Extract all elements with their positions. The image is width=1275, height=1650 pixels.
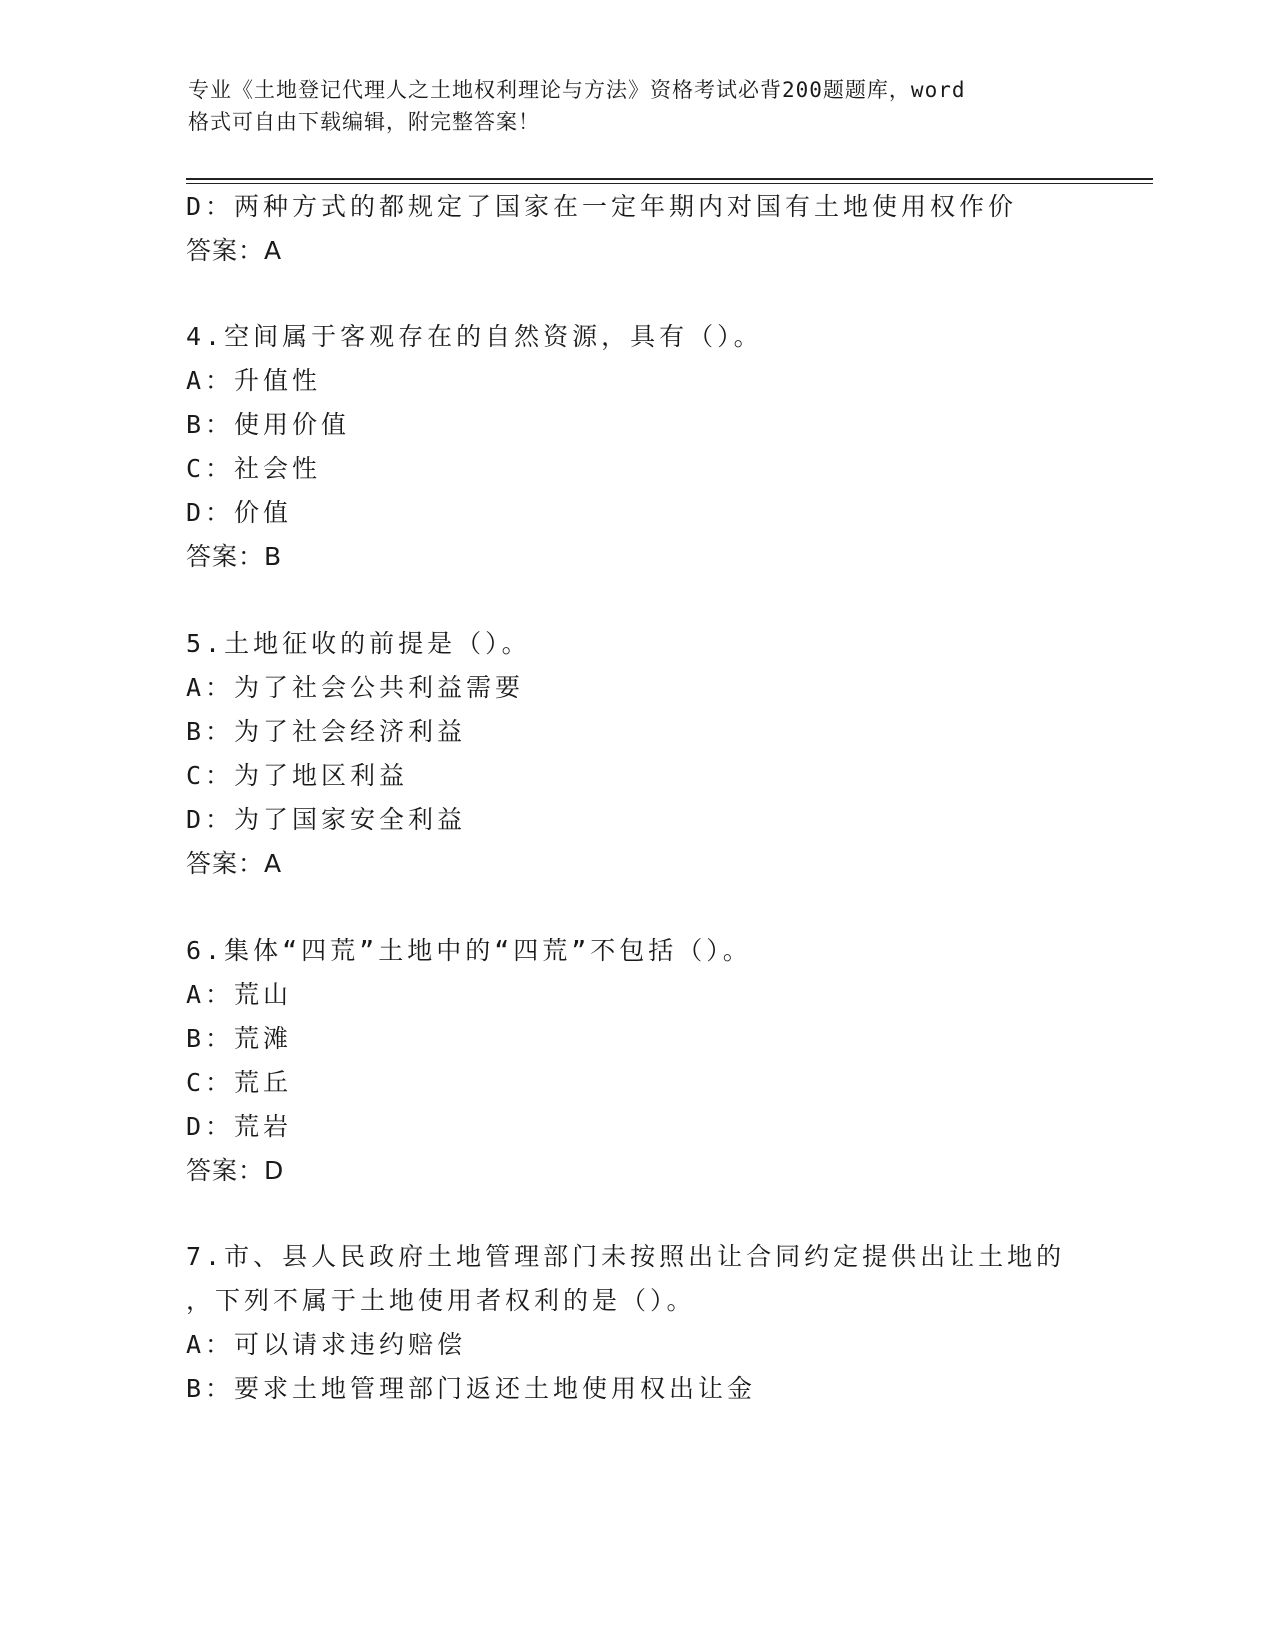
prev-option-d: D：两种方式的都规定了国家在一定年期内对国有土地使用权作价 [186,192,1018,221]
document-header [188,74,1088,138]
question-4-option-d: D：价值 [186,498,293,527]
question-4-stem: 4.空间属于客观存在的自然资源，具有（）。 [186,322,763,351]
question-6-option-c: C：荒丘 [186,1068,293,1097]
question-5-option-a: A：为了社会公共利益需要 [186,673,525,702]
prev-answer: 答案：A [186,236,283,265]
question-7-stem-line-1: 7.市、县人民政府土地管理部门未按照出让合同约定提供出让土地的 [186,1242,1066,1271]
question-7-stem-line-2: ，下列不属于土地使用者权利的是（）。 [186,1286,696,1315]
question-6-option-a: A：荒山 [186,980,293,1009]
header-title-line-2: 格式可自由下载编辑，附完整答案！ [188,110,540,134]
question-4-option-b: B：使用价值 [186,410,351,439]
header-title-line-1: 专业《土地登记代理人之土地权利理论与方法》资格考试必背200题题库，word [188,78,966,102]
question-5-option-c: C：为了地区利益 [186,761,409,790]
question-7-option-a: A：可以请求违约赔偿 [186,1330,467,1359]
question-6-option-d: D：荒岩 [186,1112,293,1141]
question-5-answer: 答案：A [186,849,283,878]
question-4-option-a: A：升值性 [186,366,322,395]
header-divider-thin [186,183,1153,184]
question-5-option-b: B：为了社会经济利益 [186,717,467,746]
question-5-option-d: D：为了国家安全利益 [186,805,467,834]
question-6-answer: 答案：D [186,1156,285,1185]
question-4-answer: 答案：B [186,542,283,571]
question-6-option-b: B：荒滩 [186,1024,293,1053]
question-7-option-b: B：要求土地管理部门返还土地使用权出让金 [186,1374,757,1403]
question-6-stem: 6.集体“四荒”土地中的“四荒”不包括（）。 [186,936,752,965]
question-4-option-c: C：社会性 [186,454,322,483]
question-5-stem: 5.土地征收的前提是（）。 [186,629,531,658]
header-divider-thick [186,178,1153,180]
